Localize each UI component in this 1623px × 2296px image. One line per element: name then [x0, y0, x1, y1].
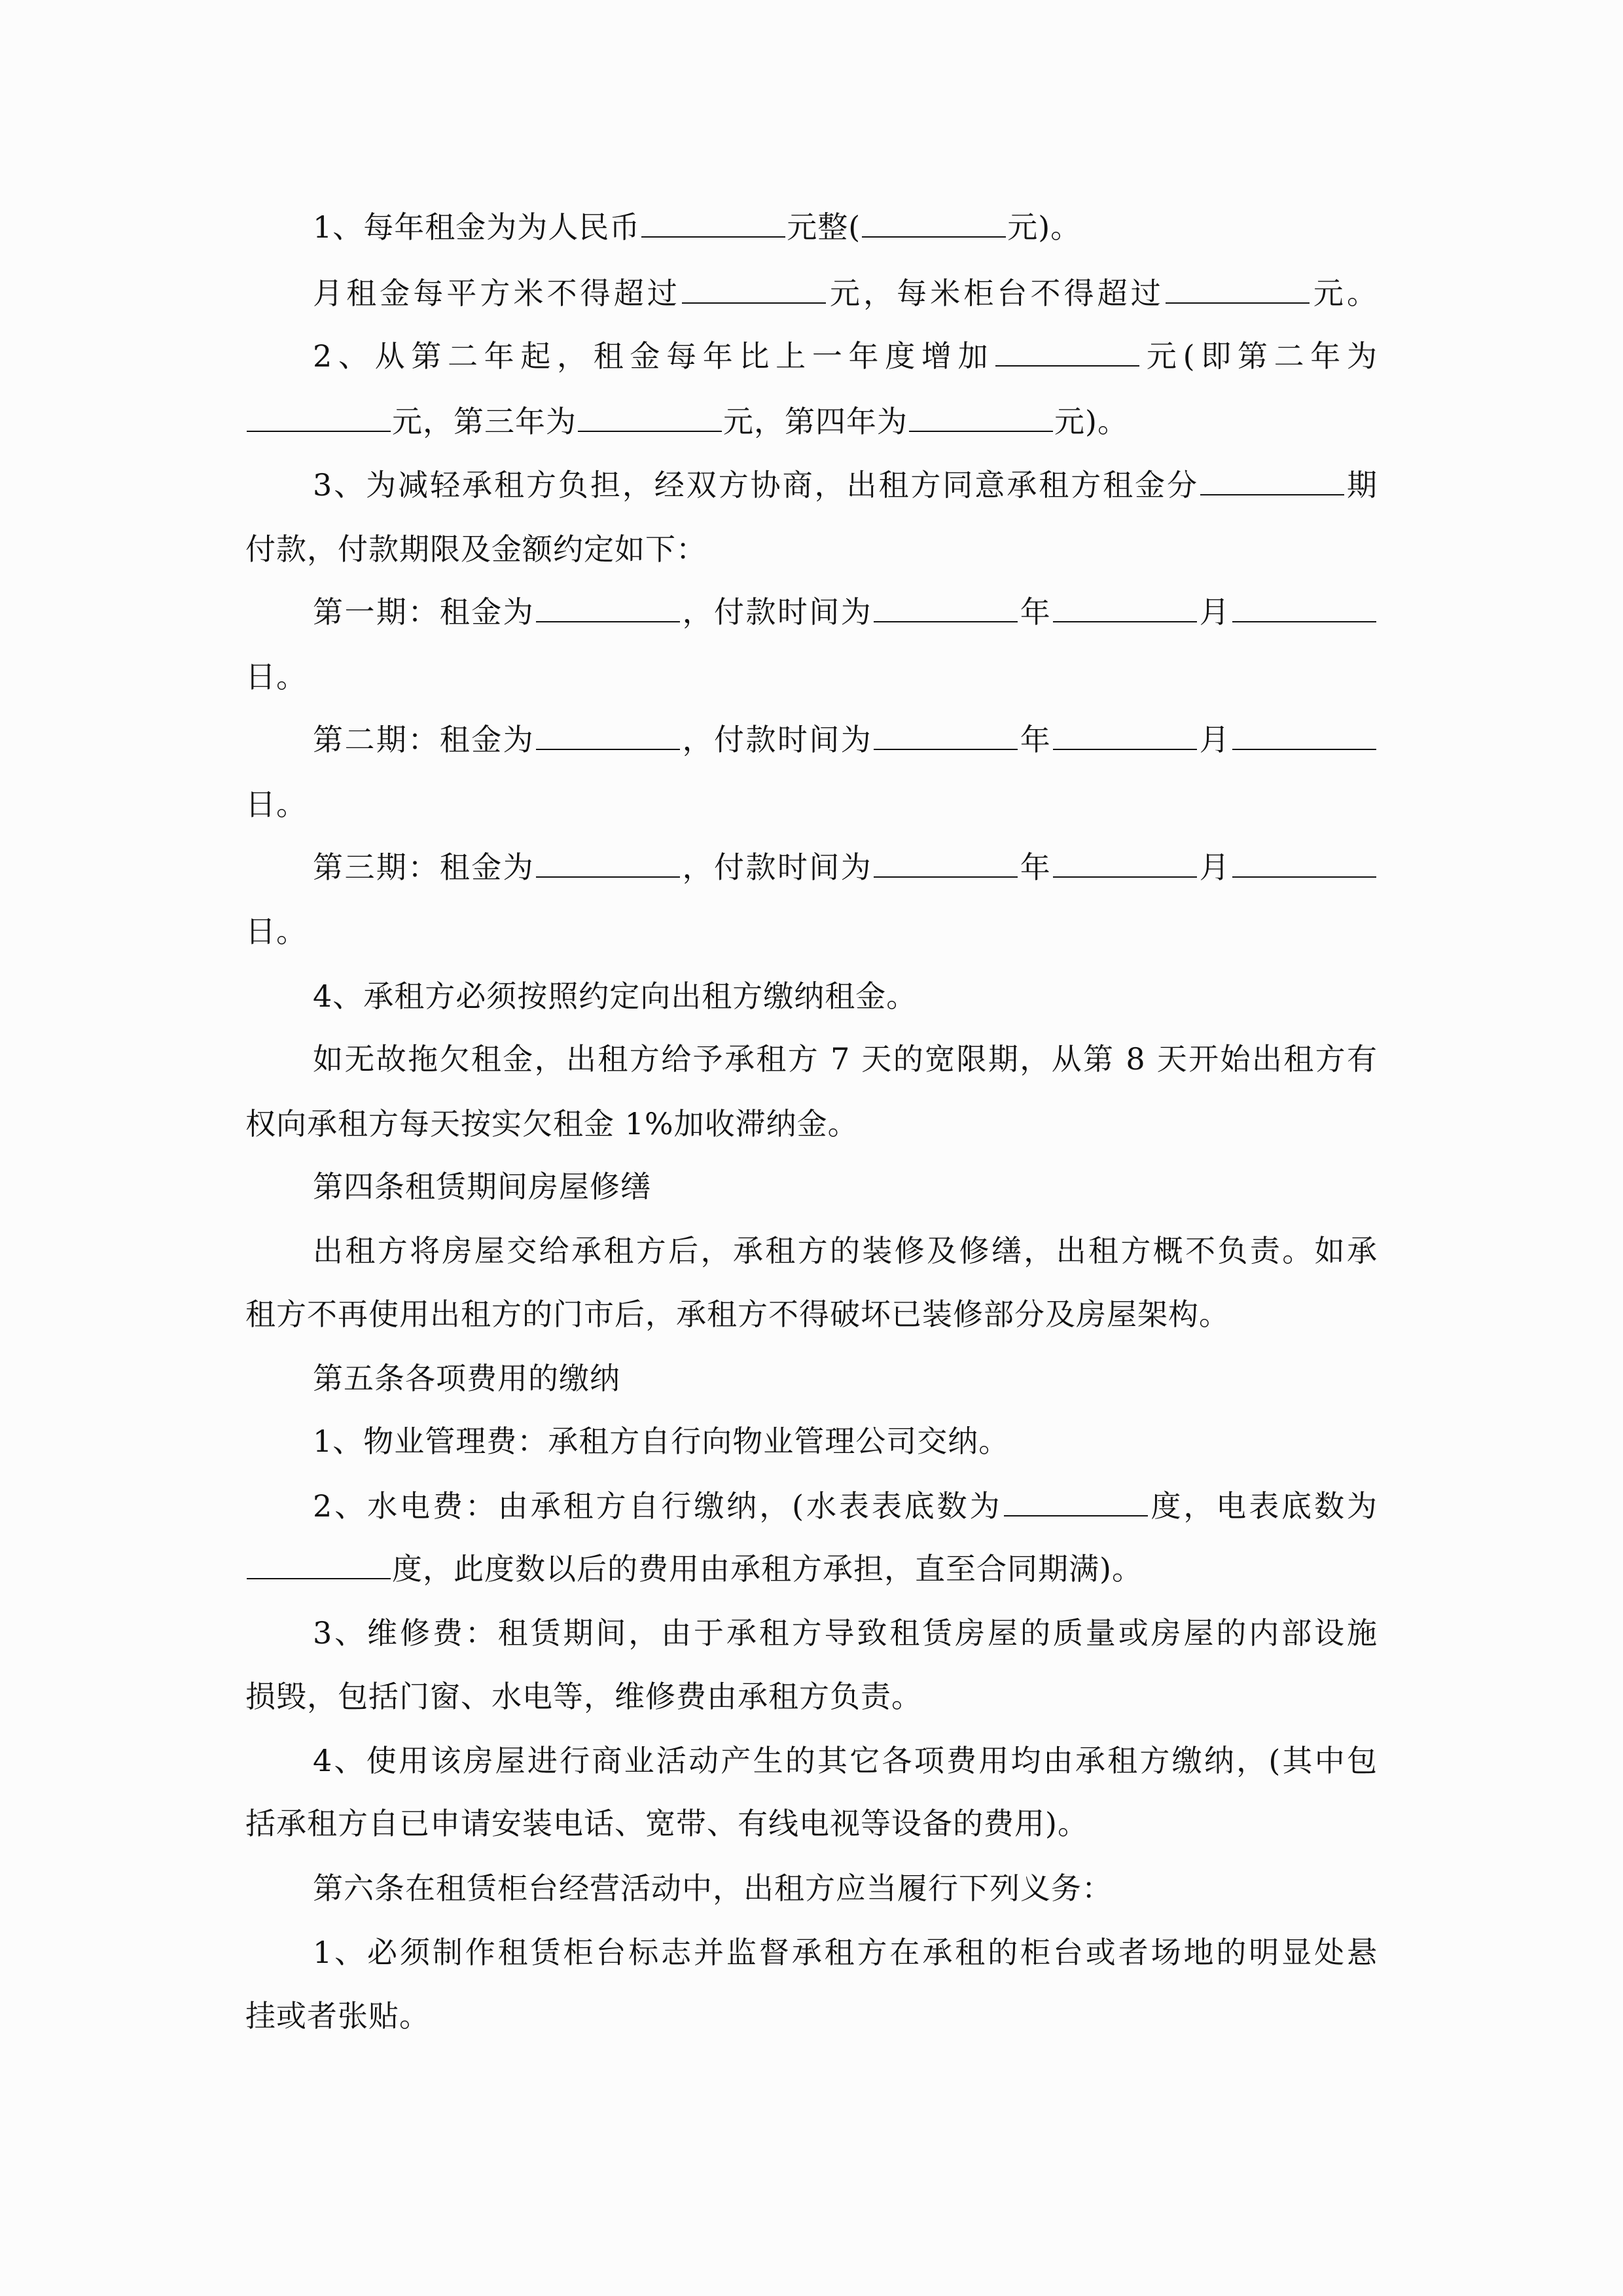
document-line — [245, 785, 1378, 824]
line-text: 度，电表底数为 — [1149, 1488, 1378, 1524]
document-line — [313, 336, 1378, 376]
fill-in-blank[interactable] — [995, 339, 1139, 367]
line-text: 权向承租方每天按实欠租金 1%加收滞纳金。 — [245, 1106, 859, 1141]
line-text: 2、水电费：由承租方自行缴纳，(水表表底数为 — [313, 1488, 1003, 1524]
fill-in-blank[interactable] — [1004, 1489, 1148, 1516]
line-text: 月租金每平方米不得超过 — [313, 276, 681, 311]
fill-in-blank[interactable] — [1200, 468, 1344, 495]
line-text: 2、从第二年起，租金每年比上一年度增加 — [313, 338, 995, 374]
document-line — [313, 592, 1378, 632]
line-text: 日。 — [245, 914, 307, 949]
line-text: 第一期：租金为 — [313, 594, 535, 630]
line-text: 月 — [1198, 850, 1232, 885]
document-line — [313, 1869, 1378, 1908]
document-line — [313, 465, 1378, 505]
document-line — [313, 977, 1378, 1016]
fill-in-blank[interactable] — [909, 404, 1053, 432]
fill-in-blank[interactable] — [1232, 723, 1376, 750]
document-line — [313, 848, 1378, 887]
line-text: 元)。 — [1007, 209, 1082, 245]
fill-in-blank[interactable] — [247, 404, 391, 432]
line-text: 元)。 — [1054, 404, 1128, 439]
line-text: 损毁，包括门窗、水电等，维修费由承租方负责。 — [245, 1679, 922, 1714]
line-text: ，付款时间为 — [681, 722, 873, 757]
line-text: 第六条在租赁柜台经营活动中，出租方应当履行下列义务： — [313, 1871, 1113, 1906]
line-text: 元，第三年为 — [392, 404, 577, 439]
document-line — [313, 274, 1378, 313]
fill-in-blank[interactable] — [874, 850, 1018, 878]
line-text: 第三期：租金为 — [313, 850, 535, 885]
fill-in-blank[interactable] — [862, 210, 1006, 238]
line-text: 4、承租方必须按照约定向出租方缴纳租金。 — [313, 978, 918, 1014]
document-line — [245, 529, 1378, 569]
line-text: 日。 — [245, 787, 307, 822]
line-text: 挂或者张贴。 — [245, 1998, 430, 2034]
line-text: 度，此度数以后的费用由承租方承担，直至合同期满)。 — [392, 1551, 1143, 1587]
line-text: 元整( — [787, 209, 861, 245]
line-text: 元。 — [1310, 276, 1378, 311]
document-line — [245, 1104, 1378, 1143]
fill-in-blank[interactable] — [247, 1552, 391, 1579]
document-line — [313, 1741, 1378, 1780]
line-text: 出租方将房屋交给承租方后，承租方的装修及修缮，出租方概不负责。如承 — [313, 1233, 1378, 1268]
fill-in-blank[interactable] — [1053, 595, 1197, 622]
fill-in-blank[interactable] — [874, 723, 1018, 750]
fill-in-blank[interactable] — [1053, 723, 1197, 750]
line-text: 租方不再使用出租方的门市后，承租方不得破坏已装修部分及房屋架构。 — [245, 1297, 1230, 1332]
document-line — [313, 1167, 1378, 1206]
fill-in-blank[interactable] — [1053, 850, 1197, 878]
line-text: 3、为减轻承租方负担，经双方协商，出租方同意承租方租金分 — [313, 467, 1200, 503]
line-text: 年 — [1019, 594, 1052, 630]
line-text: 4、使用该房屋进行商业活动产生的其它各项费用均由承租方缴纳，(其中包 — [313, 1743, 1378, 1778]
line-text: 如无故拖欠租金，出租方给予承租方 7 天的宽限期，从第 8 天开始出租方有 — [313, 1041, 1378, 1077]
line-text: 元，第四年为 — [723, 404, 908, 439]
document-line — [245, 1804, 1378, 1843]
line-text: 第二期：租金为 — [313, 722, 535, 757]
fill-in-blank[interactable] — [641, 210, 785, 238]
line-text: 括承租方自已申请安装电话、宽带、有线电视等设备的费用)。 — [245, 1806, 1088, 1841]
document-line — [245, 402, 1378, 441]
document-line — [313, 1486, 1378, 1526]
document-line — [313, 1231, 1378, 1270]
document-line — [313, 207, 1378, 247]
document-line — [245, 1996, 1378, 2036]
document-line — [313, 1359, 1378, 1398]
line-text: 3、维修费：租赁期间，由于承租方导致租赁房屋的质量或房屋的内部设施 — [313, 1615, 1378, 1651]
line-text: 年 — [1019, 722, 1052, 757]
document-line — [313, 720, 1378, 759]
line-text: 第四条租赁期间房屋修缮 — [313, 1169, 651, 1204]
document-line — [313, 1613, 1378, 1653]
line-text: 1、每年租金为为人民币 — [313, 209, 641, 245]
fill-in-blank[interactable] — [682, 276, 826, 304]
line-text: 元(即第二年为 — [1141, 338, 1378, 374]
line-text: 第五条各项费用的缴纳 — [313, 1361, 620, 1396]
document-line — [313, 1039, 1378, 1079]
fill-in-blank[interactable] — [536, 850, 680, 878]
document-line — [245, 1677, 1378, 1716]
line-text: 年 — [1019, 850, 1052, 885]
line-text: 期 — [1346, 467, 1378, 503]
document-line — [245, 1549, 1378, 1588]
fill-in-blank[interactable] — [1232, 850, 1376, 878]
line-text: ，付款时间为 — [681, 850, 873, 885]
fill-in-blank[interactable] — [536, 595, 680, 622]
document-line — [313, 1933, 1378, 1972]
document-line — [245, 1295, 1378, 1334]
document-line — [313, 1422, 1378, 1461]
fill-in-blank[interactable] — [874, 595, 1018, 622]
line-text: 1、物业管理费：承租方自行向物业管理公司交纳。 — [313, 1424, 1010, 1459]
fill-in-blank[interactable] — [1166, 276, 1310, 304]
fill-in-blank[interactable] — [1232, 595, 1376, 622]
fill-in-blank[interactable] — [578, 404, 722, 432]
line-text: 日。 — [245, 659, 307, 694]
line-text: 元，每米柜台不得超过 — [827, 276, 1164, 311]
line-text: ，付款时间为 — [681, 594, 873, 630]
document-line — [245, 657, 1378, 696]
line-text: 月 — [1198, 722, 1232, 757]
line-text: 月 — [1198, 594, 1232, 630]
document-line — [245, 912, 1378, 951]
line-text: 付款，付款期限及金额约定如下： — [245, 531, 707, 567]
fill-in-blank[interactable] — [536, 723, 680, 750]
line-text: 1、必须制作租赁柜台标志并监督承租方在承租的柜台或者场地的明显处悬 — [313, 1935, 1378, 1970]
